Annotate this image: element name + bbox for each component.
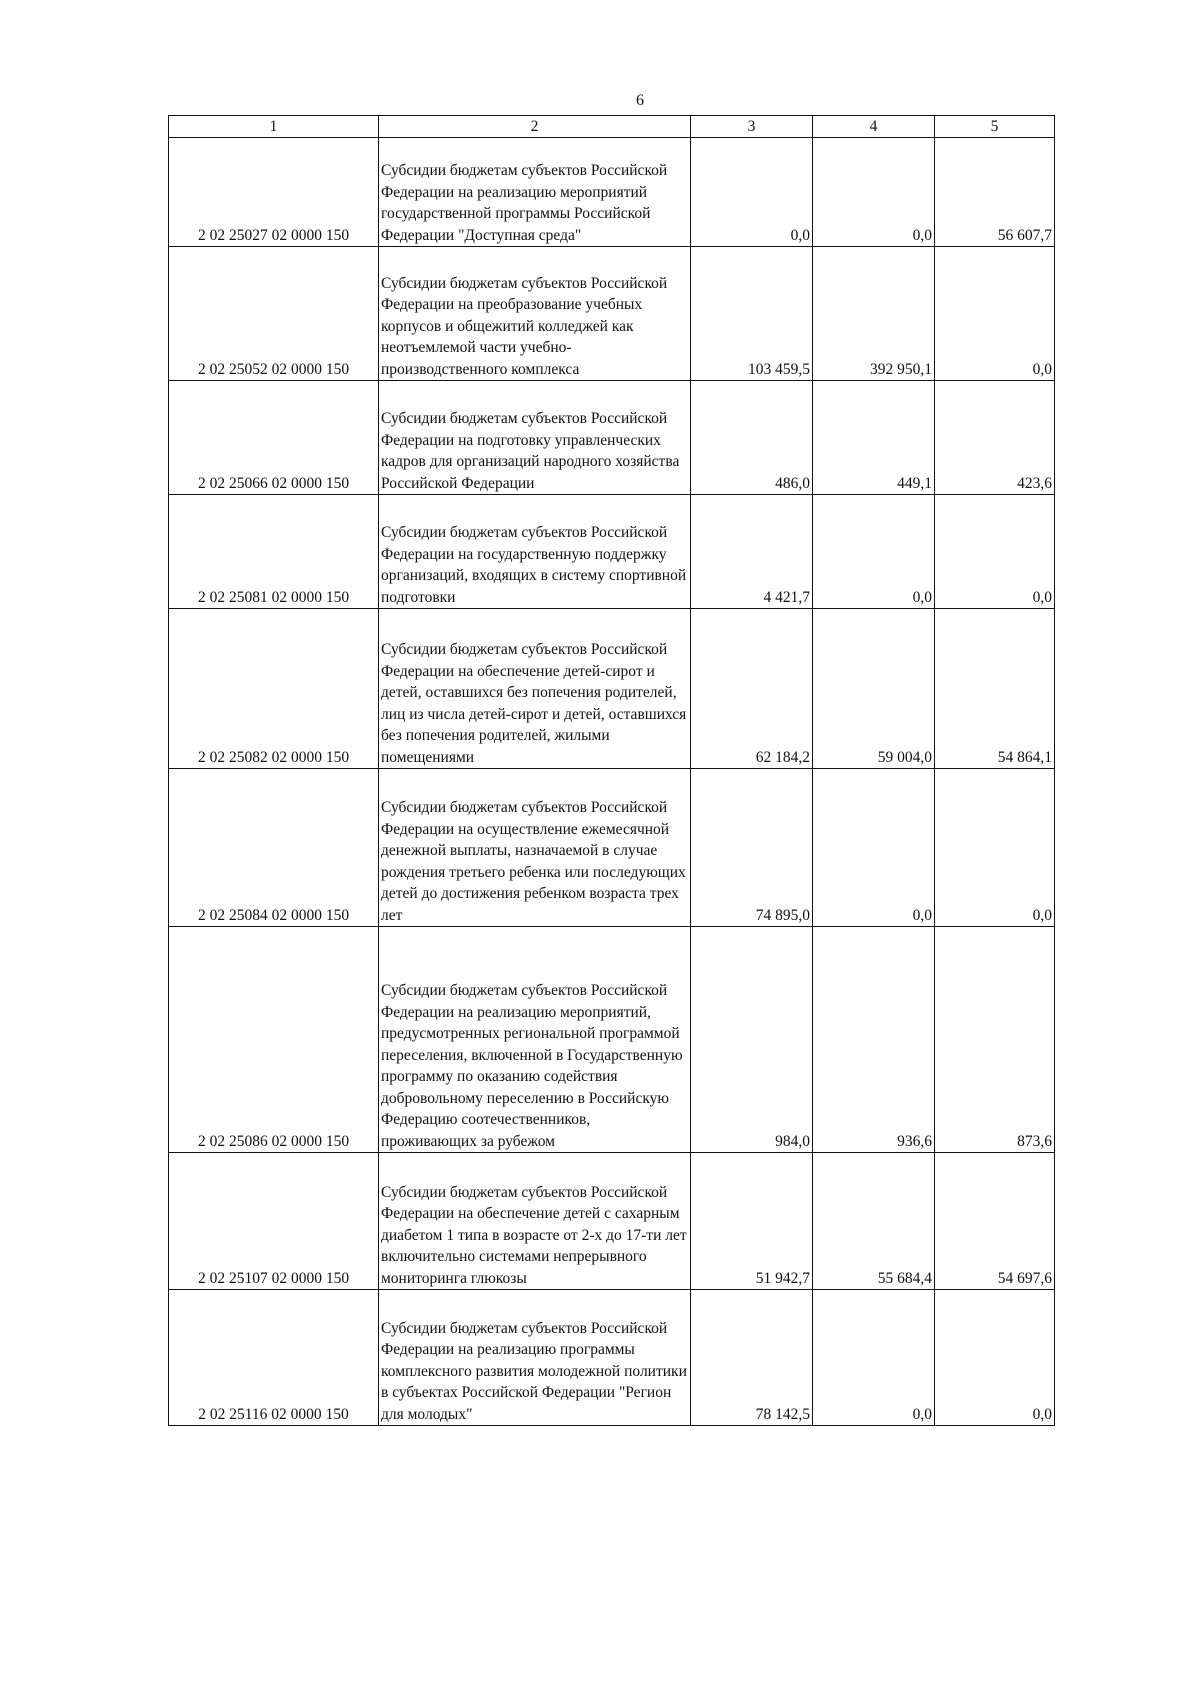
- column-header: 5: [935, 116, 1055, 138]
- value-col4: 0,0: [813, 1290, 935, 1426]
- value-col4: 936,6: [813, 927, 935, 1153]
- column-header: 2: [379, 116, 691, 138]
- subsidy-name: Субсидии бюджетам субъектов Российской Федерации на реализацию мероприятий, предусмотренных региональной программой переселения, включенной в Государственную программу по оказанию содействия добровольному переселению в Российскую Федерацию соотечественников, проживающих за рубежом: [379, 927, 691, 1153]
- budget-code: 2 02 25081 02 0000 150: [169, 495, 379, 609]
- value-col3: 74 895,0: [691, 769, 813, 927]
- table-row: [169, 927, 1055, 1153]
- table-row: [169, 609, 1055, 769]
- value-col3: 984,0: [691, 927, 813, 1153]
- budget-code: 2 02 25116 02 0000 150: [169, 1290, 379, 1426]
- budget-code: 2 02 25066 02 0000 150: [169, 381, 379, 495]
- value-col3: 78 142,5: [691, 1290, 813, 1426]
- value-col4: 0,0: [813, 495, 935, 609]
- value-col4: 0,0: [813, 769, 935, 927]
- subsidy-name: Субсидии бюджетам субъектов Российской Федерации на осуществление ежемесячной денежной выплаты, назначаемой в случае рождения третьего ребенка или последующих детей до достижения ребенком возраста трех лет: [379, 769, 691, 927]
- subsidy-name: Субсидии бюджетам субъектов Российской Федерации на обеспечение детей-сирот и детей, оставшихся без попечения родителей, лиц из числа детей-сирот и детей, оставшихся без попечения родителей, жилыми помещениями: [379, 609, 691, 769]
- value-col3: 51 942,7: [691, 1153, 813, 1290]
- table-row: [169, 1153, 1055, 1290]
- budget-code: 2 02 25084 02 0000 150: [169, 769, 379, 927]
- subsidy-name: Субсидии бюджетам субъектов Российской Федерации на реализацию мероприятий государственной программы Российской Федерации "Доступная среда": [379, 138, 691, 247]
- subsidy-name: Субсидии бюджетам субъектов Российской Федерации на подготовку управленческих кадров для организаций народного хозяйства Российской Федерации: [379, 381, 691, 495]
- value-col5: 54 864,1: [935, 609, 1055, 769]
- value-col5: 0,0: [935, 247, 1055, 381]
- table-row: [169, 495, 1055, 609]
- table-header-row: [169, 116, 1055, 138]
- value-col5: 56 607,7: [935, 138, 1055, 247]
- budget-code: 2 02 25082 02 0000 150: [169, 609, 379, 769]
- value-col4: 449,1: [813, 381, 935, 495]
- subsidy-name: Субсидии бюджетам субъектов Российской Федерации на обеспечение детей с сахарным диабетом 1 типа в возрасте от 2-х до 17-ти лет включительно системами непрерывного мониторинга глюкозы: [379, 1153, 691, 1290]
- subsidy-name: Субсидии бюджетам субъектов Российской Федерации на государственную поддержку организаций, входящих в систему спортивной подготовки: [379, 495, 691, 609]
- table-row: [169, 138, 1055, 247]
- value-col3: 0,0: [691, 138, 813, 247]
- subsidy-name: Субсидии бюджетам субъектов Российской Федерации на преобразование учебных корпусов и общежитий колледжей как неотъемлемой части учебно-производственного комплекса: [379, 247, 691, 381]
- value-col4: 55 684,4: [813, 1153, 935, 1290]
- table-row: [169, 381, 1055, 495]
- value-col3: 486,0: [691, 381, 813, 495]
- budget-code: 2 02 25086 02 0000 150: [169, 927, 379, 1153]
- value-col5: 0,0: [935, 769, 1055, 927]
- value-col5: 873,6: [935, 927, 1055, 1153]
- budget-code: 2 02 25052 02 0000 150: [169, 247, 379, 381]
- value-col5: 54 697,6: [935, 1153, 1055, 1290]
- table-row: [169, 247, 1055, 381]
- table-row: [169, 769, 1055, 927]
- budget-code: 2 02 25107 02 0000 150: [169, 1153, 379, 1290]
- budget-code: 2 02 25027 02 0000 150: [169, 138, 379, 247]
- value-col4: 0,0: [813, 138, 935, 247]
- budget-table: [168, 115, 1055, 1426]
- value-col3: 62 184,2: [691, 609, 813, 769]
- value-col3: 4 421,7: [691, 495, 813, 609]
- value-col3: 103 459,5: [691, 247, 813, 381]
- column-header: 1: [169, 116, 379, 138]
- table-row: [169, 1290, 1055, 1426]
- column-header: 4: [813, 116, 935, 138]
- value-col4: 59 004,0: [813, 609, 935, 769]
- value-col5: 0,0: [935, 495, 1055, 609]
- value-col5: 423,6: [935, 381, 1055, 495]
- value-col5: 0,0: [935, 1290, 1055, 1426]
- column-header: 3: [691, 116, 813, 138]
- page-number: 6: [636, 92, 644, 109]
- value-col4: 392 950,1: [813, 247, 935, 381]
- subsidy-name: Субсидии бюджетам субъектов Российской Федерации на реализацию программы комплексного развития молодежной политики в субъектах Российской Федерации "Регион для молодых": [379, 1290, 691, 1426]
